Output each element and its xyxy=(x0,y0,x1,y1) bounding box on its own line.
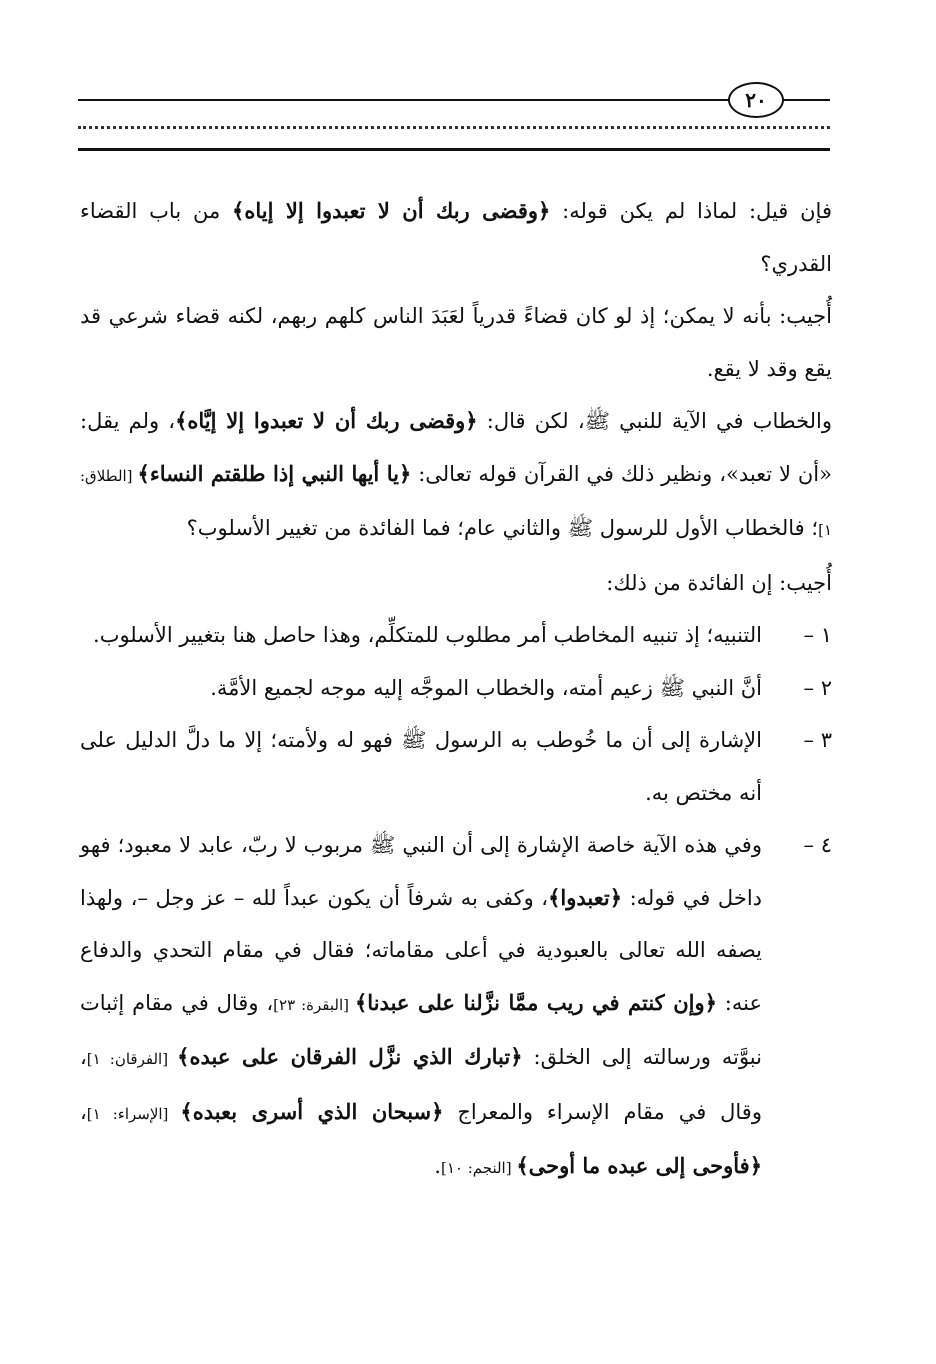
list-item-number: ٣ – xyxy=(803,728,832,752)
list-item xyxy=(80,819,832,1195)
list-item xyxy=(80,662,832,715)
verse-reference: [الطلاق: ١] xyxy=(80,466,832,539)
quran-quote: ﴿وقضى ربك أن لا تعبدوا إلا إياه﴾ xyxy=(232,198,551,223)
quran-quote: ﴿سبحان الذي أسرى بعبده﴾ xyxy=(180,1098,444,1124)
header-dotted-rule xyxy=(78,126,830,129)
verse-reference: [الإسراء: ١] xyxy=(86,1104,181,1123)
header-top-rule xyxy=(78,99,830,101)
quran-quote: ﴿وقضى ربك أن لا تعبدوا إلا إيَّاه﴾ xyxy=(175,408,478,433)
quran-quote: ﴿تبارك الذي نزَّل الفرقان على عبده﴾ xyxy=(177,1044,523,1069)
list-item-number: ١ – xyxy=(803,623,832,647)
list-item xyxy=(80,609,832,662)
paragraph-question-2: والخطاب في الآية للنبي ﷺ، لكن قال: ﴿وقضى ربك أن لا تعبدوا إلا إيَّاه﴾، ولم يقل: «أن لا تعبد»، ونظير ذلك في القرآن قوله تعالى: ﴿يا أيها النبي إذا طلقتم النساء﴾ [الطلاق: ١]؛ فالخطاب الأول للرسول ﷺ والثاني عام؛ فما الفائدة من تغيير الأسلوب؟ xyxy=(80,408,832,540)
verse-reference: [النجم: ١٠] xyxy=(440,1159,517,1177)
list-item-text: وفي هذه الآية خاصة الإشارة إلى أن النبي ﷺ مربوب لا ربّ، عابد لا معبود؛ فهو داخل في قوله: ﴿تعبدوا﴾، وكفى به شرفاً أن يكون عبداً لله – عز وجل –، ولهذا يصفه الله تعالى بالعبودية في أعلى مقاماته؛ فقال في مقام التحدي والدفاع عنه: ﴿وإن كنتم في ريب ممَّا نزَّلنا على عبدنا﴾ [البقرة: ٢٣]، وقال في مقام إثبات نبوَّته ورسالته إلى الخلق: ﴿تبارك الذي نزَّل الفرقان على عبده﴾ [الفرقان: ١]، وقال في مقام الإسراء والمعراج ﴿سبحان الذي أسرى بعبده﴾ [الإسراء: ١]، ﴿فأوحى إلى عبده ما أوحى﴾ [النجم: ١٠]. xyxy=(80,833,763,1178)
list-item-text: التنبيه؛ إذ تنبيه المخاطب أمر مطلوب للمتكلِّم، وهذا حاصل هنا بتغيير الأسلوب. xyxy=(93,623,762,647)
paragraph-answer-2: أُجيب: إن الفائدة من ذلك: xyxy=(606,570,832,595)
page-body xyxy=(80,185,832,1195)
list-item-number: ٢ – xyxy=(803,675,832,700)
page-number: ٢٠ xyxy=(745,88,767,112)
list-item xyxy=(80,714,832,819)
list-item-text: الإشارة إلى أن ما خُوطب به الرسول ﷺ فهو له ولأمته؛ إلا ما دلَّ الدليل على أنه مختص به. xyxy=(80,728,762,805)
header-bottom-rule xyxy=(78,148,830,151)
verse-reference: [البقرة: ٢٣] xyxy=(273,995,355,1014)
page-header xyxy=(78,74,830,154)
paragraph-answer-1: أُجيب: بأنه لا يمكن؛ إذ لو كان قضاءً قدرياً لعَبَدَ الناس كلهم ربهم، لكنه قضاء شرعي قد يقع وقد لا يقع. xyxy=(80,304,832,381)
list-item-text: أنَّ النبي ﷺ زعيم أمته، والخطاب الموجَّه إليه موجه لجميع الأمَّة. xyxy=(210,675,762,700)
paragraph-question-1: فإن قيل: لماذا لم يكن قوله: ﴿وقضى ربك أن لا تعبدوا إلا إياه﴾ من باب القضاء القدري؟ xyxy=(80,198,832,276)
quran-quote: ﴿وإن كنتم في ريب ممَّا نزَّلنا على عبدنا﴾ xyxy=(355,989,717,1015)
page-number-badge xyxy=(728,82,784,118)
list-item-number: ٤ – xyxy=(803,833,832,857)
quran-quote: ﴿تعبدوا﴾ xyxy=(548,884,623,910)
quran-quote: ﴿فأوحى إلى عبده ما أوحى﴾ xyxy=(516,1153,762,1178)
verse-reference: [الفرقان: ١] xyxy=(86,1050,178,1068)
quran-quote: ﴿يا أيها النبي إذا طلقتم النساء﴾ xyxy=(137,460,412,486)
